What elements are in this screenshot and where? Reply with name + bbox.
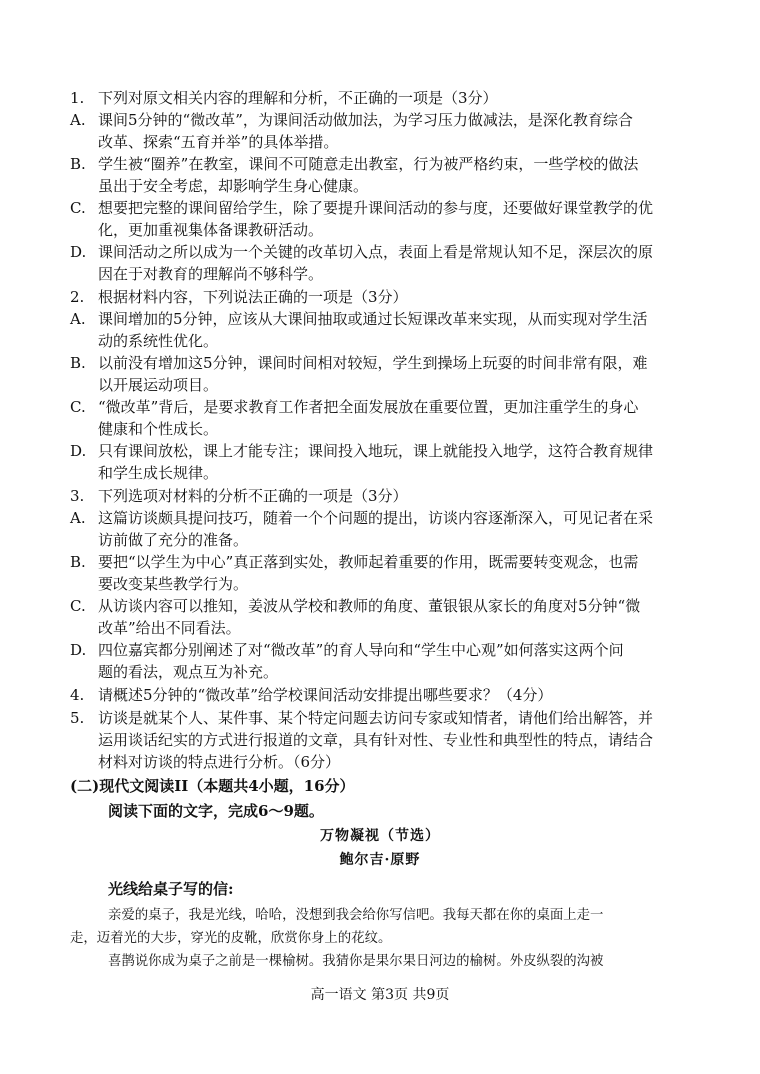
passage-title: 万物凝视（节选） [320,828,440,844]
option-label: B. [70,354,86,372]
option-text: 想要把完整的课间留给学生，除了要提升课间活动的参与度，还要做好课堂教学的优 [98,199,654,217]
passage-heading: 光线给桌子写的信: [108,880,234,898]
option-d [70,241,690,263]
section-instruction: 阅读下面的文字，完成6～9题。 [108,802,324,820]
option-label: A. [70,310,86,328]
option-b-continued: 以开展运动项目。 [98,376,219,394]
question-text-continued: 运用谈话纪实的方式进行报道的文章，具有针对性、专业性和典型性的特点，请结合 [98,731,654,749]
option-label: C. [70,597,86,615]
option-text: 课间增加的5分钟，应该从大课间抽取或通过长短课改革来实现，从而实现对学生活 [98,310,648,328]
question-stem [70,485,690,507]
question-number: 2. [70,288,85,306]
question-stem [70,707,690,729]
question-text: 根据材料内容，下列说法正确的一项是（3分） [98,288,408,306]
option-text: 以前没有增加这5分钟，课间时间相对较短，学生到操场上玩耍的时间非常有限，难 [98,354,648,372]
option-label: B. [70,553,86,571]
option-text: 学生被“圈养”在教室，课间不可随意走出教室，行为被严格约束，一些学校的做法 [98,155,639,173]
option-c [70,396,690,418]
option-label: D. [70,243,87,261]
question-1 [70,87,690,285]
option-label: A. [70,111,86,129]
option-text: “微改革”背后，是要求教育工作者把全面发展放在重要位置，更加注重学生的身心 [98,398,639,416]
option-label: B. [70,155,86,173]
option-label: D. [70,641,87,659]
question-3 [70,485,690,683]
option-b [70,153,690,175]
option-c-continued: 健康和个性成长。 [98,420,219,438]
option-text: 课间活动之所以成为一个关键的改革切入点，表面上看是常规认知不足，深层次的原 [98,243,654,261]
option-c-continued: 化，更加重视集体备课教研活动。 [98,221,324,239]
question-text: 下列选项对材料的分析不正确的一项是（3分） [98,487,408,505]
question-stem [70,286,690,308]
option-b [70,352,690,374]
option-a [70,507,690,529]
option-c [70,595,690,617]
question-text: 下列对原文相关内容的理解和分析，不正确的一项是（3分） [98,89,498,107]
option-d [70,440,690,462]
passage-line: 喜鹊说你成为桌子之前是一棵榆树。我猜你是果尔果日河边的榆树。外皮纵裂的沟被 [108,954,604,969]
option-a [70,109,690,131]
question-4 [70,684,690,706]
passage-line: 走，迈着光的大步，穿光的皮靴，欣赏你身上的花纹。 [70,931,392,946]
question-stem [70,87,690,109]
passage-author: 鲍尔吉·原野 [339,852,421,868]
page-footer: 高一语文 第3页 共9页 [310,987,450,1003]
option-text: 课间5分钟的“微改革”，为课间活动做加法，为学习压力做减法，是深化教育综合 [98,111,633,129]
option-label: C. [70,398,86,416]
option-text: 只有课间放松，课上才能专注；课间投入地玩，课上就能投入地学，这符合教育规律 [98,442,654,460]
option-c [70,197,690,219]
option-text: 从访谈内容可以推知，姜波从学校和教师的角度、董银银从家长的角度对5分钟“微 [98,597,641,615]
option-text: 这篇访谈颇具提问技巧，随着一个个问题的提出，访谈内容逐渐深入，可见记者在采 [98,509,654,527]
section-title: (二)现代文阅读II（本题共4小题，16分） [70,777,355,795]
option-text: 四位嘉宾都分别阐述了对“微改革”的育人导向和“学生中心观”如何落实这两个问 [98,641,624,659]
option-b [70,551,690,573]
question-number: 5. [70,709,85,727]
question-stem [70,684,690,706]
option-c-continued: 改革”给出不同看法。 [98,619,241,637]
option-b-continued: 虽出于安全考虑，却影响学生身心健康。 [98,177,369,195]
option-label: C. [70,199,86,217]
option-a-continued: 动的系统性优化。 [98,332,219,350]
option-text: 要把“以学生为中心”真正落到实处，教师起着重要的作用，既需要转变观念，也需 [98,553,639,571]
option-label: A. [70,509,86,527]
option-d-continued: 题的看法，观点互为补充。 [98,663,279,681]
passage-line: 亲爱的桌子，我是光线，哈哈，没想到我会给你写信吧。我每天都在你的桌面上走一 [108,908,604,923]
question-2 [70,286,690,484]
option-a-continued: 访前做了充分的准备。 [98,531,249,549]
option-a-continued: 改革、探索“五育并举”的具体举措。 [98,133,339,151]
question-number: 4. [70,686,85,704]
question-text: 请概述5分钟的“微改革”给学校课间活动安排提出哪些要求？（4分） [98,686,553,704]
option-d-continued: 因在于对教育的理解尚不够科学。 [98,265,324,283]
question-number: 3. [70,487,85,505]
question-number: 1. [70,89,85,107]
question-text: 访谈是就某个人、某件事、某个特定问题去访问专家或知情者，请他们给出解答，并 [98,709,654,727]
option-d-continued: 和学生成长规律。 [98,464,219,482]
page-content [70,87,690,973]
option-b-continued: 要改变某些教学行为。 [98,575,249,593]
question-5 [70,707,690,773]
question-text-continued: 材料对访谈的特点进行分析。（6分） [98,753,341,771]
option-a [70,308,690,330]
option-d [70,639,690,661]
option-label: D. [70,442,87,460]
